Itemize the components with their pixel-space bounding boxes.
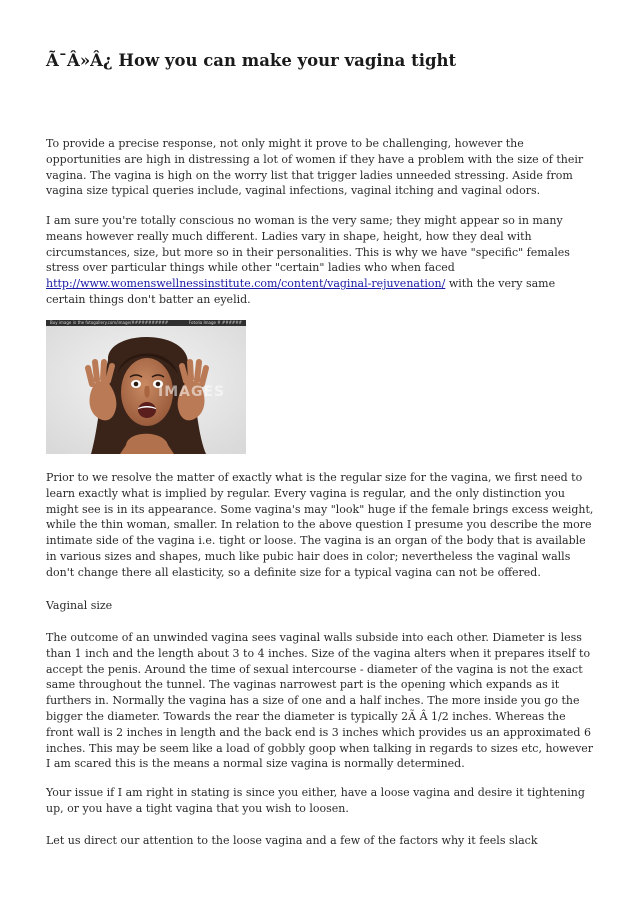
photo-watermark: IMAGES xyxy=(158,384,226,400)
paragraph-text: I am sure you're totally conscious no woman is the very same; they might appear so in many means however really much different. Ladies vary in shape, height, how they deal with circumstances, size, but more so in their personalities. This is why we have "specific" females stress over particular things while other "certain" ladies who when faced xyxy=(46,214,570,275)
paragraph-text: with the very same certain things don't batter an eyelid. xyxy=(46,277,556,306)
paragraph-women-differ xyxy=(46,213,594,308)
vaginal-rejuvenation-link[interactable]: http://www.womenswellnessinstitute.com/content/vaginal-rejuvenation/ xyxy=(46,277,446,291)
paragraph-regular-size: Prior to we resolve the matter of exactly what is the regular size for the vagina, we first need to learn exactly what is implied by regular. Every vagina is regular, and the only distinction you might see is in its appearance. Some vagina's may "look" huge if the female brings excess weight, while the thin woman, smaller. In relation to the above question I presume you describe the more intimate side of the vagina i.e. tight or loose. The vagina is an organ of the body that is available in various sizes and shapes, much like pubic hair does in color; nevertheless the vaginal walls don't change there all elasticity, so a definite size for a typical vagina can not be offered. xyxy=(46,471,594,579)
paragraph-your-issue: Your issue if I am right in stating is since you either, have a loose vagina and desire it tightening up, or you have a tight vagina that you wish to loosen. xyxy=(46,786,585,815)
photo-caption-left: Buy image in the fotogallery.com/image/########### xyxy=(50,320,169,325)
paragraph-measurements: The outcome of an unwinded vagina sees vaginal walls subside into each other. Diameter is less than 1 inch and the length about 3 to 4 inches. Size of the vagina alters when it prepares itself to accept the penis. Around the time of sexual intercourse - diameter of the vagina is not the exact same throughout the tunnel. The vaginas narrowest part is the opening which expands as it furthers in. Normally the vagina has a size of one and a half inches. The more inside you go the bigger the diameter. Towards the rear the diameter is typically 2Ã Â 1/2 inches. Whereas the front wall is 2 inches in length and the back end is 3 inches which provides us an approximated 6 inches. This may be seem like a load of gobbly goop when talking in regards to sizes etc, however I am scared this is the means a normal size vagina is normally determined. xyxy=(46,631,594,771)
section-heading-vaginal-size: Vaginal size xyxy=(46,599,113,612)
stock-photo-surprised-woman xyxy=(46,320,246,454)
paragraph-loose-vagina: Let us direct our attention to the loose vagina and a few of the factors why it feels slack xyxy=(46,834,538,847)
document-title: Ã¯Â»Â¿ How you can make your vagina tight xyxy=(46,51,457,70)
paragraph-intro: To provide a precise response, not only might it prove to be challenging, however the opportunities are high in distressing a lot of women if they have a problem with the size of their vagina. The vagina is high on the worry list that trigger ladies unneeded stressing. Aside from vagina size typical queries include, vaginal infections, vaginal itching and vaginal odors. xyxy=(46,137,584,198)
photo-caption-right: Fotolia Image # ###### xyxy=(188,320,242,325)
